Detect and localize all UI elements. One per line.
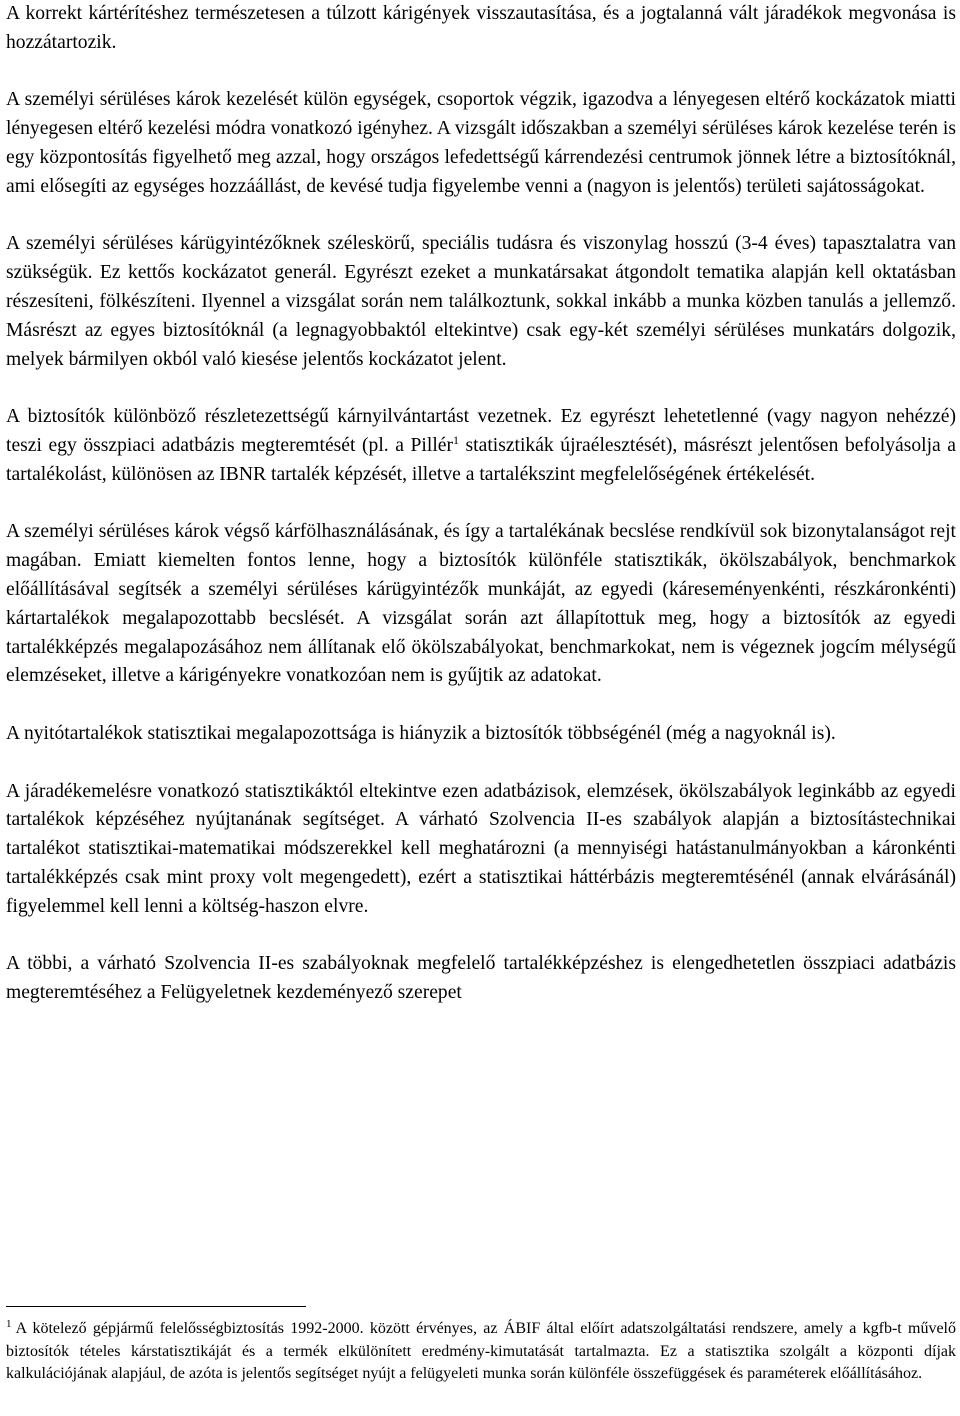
paragraph-gap [6,490,956,519]
paragraph-1 [6,0,956,58]
paragraph-2 [6,86,956,201]
paragraph-5-text: A személyi sérüléses károk végső kárfölhasználásának, és így a tartalékának becslése rendkívül sok bizonytalanságot rejt magában. Emiatt kiemelten fontos lenne, hogy a biztosítók különféle statisztikák, ökölszabályok, benchmarkok előállításával segítsék a személyi sérüléses kárügyintézők munkáját, az egyedi (káreseményenkénti, részkáronkénti) kártartalékok megalapozottabb becslését. A vizsgálat során azt állapítottuk meg, hogy a biztosítók az egyedi tartalékképzés megalapozásához nem állítanak elő ökölszabályokat, benchmarkokat, nem is végeznek jogcím mélységű elemzéseket, illetve a kárigényekre vonatkozóan nem is gyűjtik az adatokat. [6,521,956,687]
paragraph-8-text: A többi, a várható Szolvencia II-es szabályoknak megfelelő tartalékképzéshez is elengedhetetlen összpiaci adatbázis megteremtéséhez a Felügyeletnek kezdeményező szerepet [6,953,956,1004]
document-page [6,0,956,1008]
paragraph-4-text-after-ref: statisztikák [458,434,561,456]
paragraph-3 [6,230,956,374]
paragraph-gap [6,58,956,87]
paragraph-3-text: A személyi sérüléses kárügyintézőknek széleskörű, speciális tudásra és viszonylag hosszú (3-4 éves) tapasztalatra van szükségük. Ez kettős kockázatot generál. Egyrészt ezeket a munkatársakat átgondolt tematika alapján kell oktatásban részesíteni, fölkészíteni. Ilyennel a vizsgálat során nem találkoztunk, sokkal inkább a munka közben tanulás a jellemző. Másrészt az egyes biztosítóknál (a legnagyobbaktól eltekintve) csak egy-két személyi sérüléses munkatárs dolgozik, melyek bármilyen okból való kiesése jelentős kockázatot jelent. [6,233,956,370]
footnote-reference[interactable]: 1 [452,432,459,447]
paragraph-5 [6,518,956,691]
footnote-text: A kötelező gépjármű felelősségbiztosítás 1992-2000. között érvényes, az ÁBIF által előírt adatszolgáltatási rendszere, amely a kgfb-t művelő biztosítók tételes kárstatisztikáját és a termék elkülönített eredmény-kimutatását tartalmazta. Ez a statisztika szolgált a központi díjak kalkulációjának alapjául, de azóta is jelentős segítséget nyújt a felügyeleti munka során különféle összefüggések és paraméterek előállításához. [6,1320,956,1382]
paragraph-7 [6,778,956,922]
paragraph-1-text: A korrekt kártérítéshez természetesen a túlzott kárigények visszautasítása, és a jogtalanná vált járadékok megvonása is hozzátartozik. [6,3,956,53]
paragraph-6-text: A nyitótartalékok statisztikai megalapozottsága is hiányzik a biztosítók többségénél (még a nagyoknál is). [6,722,836,744]
paragraph-4-text-continued: újraélesztését), másrészt jelentősen befolyásolja a tartalékolást, különösen az IBNR tartalék képzését, illetve a tartalékszint megfelelőségének értékelését. [6,434,956,485]
paragraph-gap [6,922,956,951]
paragraph-7-text: A járadékemelésre vonatkozó statisztikáktól eltekintve ezen adatbázisok, elemzések, ökölszabályok leginkább az egyedi tartalékok képzéséhez nyújtanának segítséget. A várható Szolvencia II-es szabályok alapján a biztosítástechnikai tartalékot statisztikai-matematikai módszerekkel kell meghatározni (a mennyiségi hatástanulmányokban a káronkénti tartalékképzés csak mint proxy volt megengedett), ezért a statisztikai háttérbázis megteremtésénél (annak elvárásánál) figyelemmel kell lenni a költség-haszon elvre. [6,780,956,917]
paragraph-gap [6,691,956,720]
paragraph-4 [6,403,956,489]
footnote-separator [6,1306,306,1307]
paragraph-2-text: A személyi sérüléses károk kezelését külön egységek, csoportok végzik, igazodva a lényegesen eltérő kockázatok miatti lényegesen eltérő kezelési módra vonatkozó igényhez. A vizsgált időszakban a személyi sérüléses károk kezelése terén is egy központosítás figyelhető meg azzal, hogy országos lefedettségű kárrendezési centrumok jönnek létre a biztosítóknál, ami elősegíti az egységes hozzáállást, de kevésé tudja figyelembe venni a (nagyon is jelentős) területi sajátosságokat. [6,89,956,197]
footnote-number: 1 [6,1318,12,1330]
paragraph-4-text-before-ref: A biztosítók különböző részletezettségű kárnyilvántartást vezetnek. Ez egyrészt lehetetlenné (vagy nagyon nehézzé) teszi egy összpiaci adatbázis megteremtését (pl. a Pillér [6,406,956,456]
footnote [6,1318,956,1386]
paragraph-gap [6,202,956,231]
paragraph-6 [6,720,956,749]
paragraph-gap [6,374,956,403]
paragraph-gap [6,749,956,778]
paragraph-8 [6,950,956,1008]
